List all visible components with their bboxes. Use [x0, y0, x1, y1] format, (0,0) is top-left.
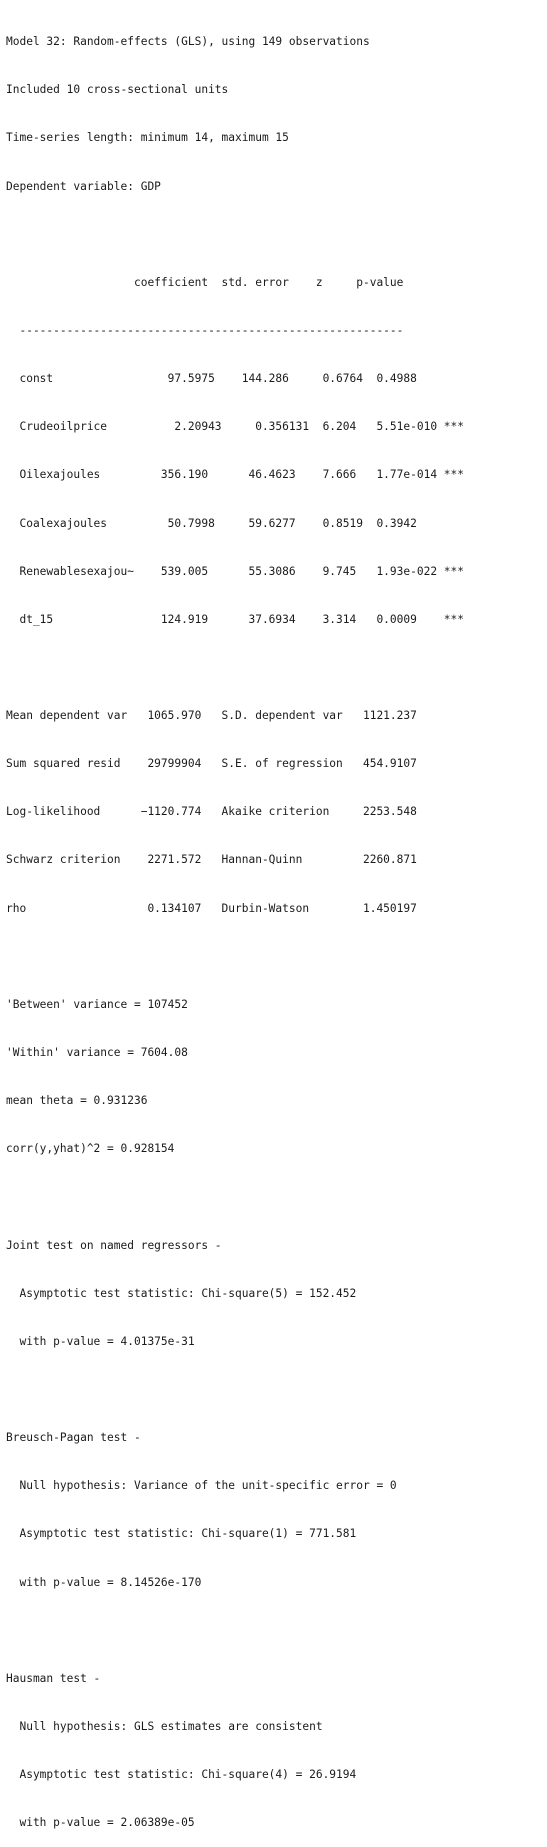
stats-row-schwarz: Schwarz criterion 2271.572 Hannan-Quinn 2260.871 [6, 853, 417, 867]
coef-row-coalexajoules: Coalexajoules 50.7998 59.6277 0.8519 0.3942 [6, 516, 417, 530]
blank-line [6, 1189, 464, 1205]
breusch-pagan-null: Null hypothesis: Variance of the unit-specific error = 0 [6, 1479, 397, 1493]
dependent-variable-line: Dependent variable: GDP [6, 179, 161, 193]
model-title-line: Model 32: Random-effects (GLS), using 149 observations [6, 35, 370, 49]
time-series-length-line: Time-series length: minimum 14, maximum 15 [6, 131, 289, 145]
between-variance-line: 'Between' variance = 107452 [6, 997, 188, 1011]
breusch-pagan-title: Breusch-Pagan test - [6, 1431, 141, 1445]
breusch-pagan-pvalue: with p-value = 8.14526e-170 [6, 1575, 202, 1589]
regression-output [6, 2, 464, 1847]
coef-row-renewables: Renewablesexajou~ 539.005 55.3086 9.745 1.93e-022 *** [6, 564, 465, 578]
corr-yhat-line: corr(y,yhat)^2 = 0.928154 [6, 1142, 175, 1156]
coef-table-header: coefficient std. error z p-value [6, 275, 404, 289]
blank-line [6, 227, 464, 243]
blank-line [6, 1382, 464, 1398]
stats-row-log-likelihood: Log-likelihood −1120.774 Akaike criterion 2253.548 [6, 805, 417, 819]
joint-test-pvalue: with p-value = 4.01375e-31 [6, 1334, 195, 1348]
coef-row-oilexajoules: Oilexajoules 356.190 46.4623 7.666 1.77e-014 *** [6, 468, 465, 482]
coef-row-dt15: dt_15 124.919 37.6934 3.314 0.0009 *** [6, 612, 465, 626]
stats-row-mean-dependent: Mean dependent var 1065.970 S.D. dependent var 1121.237 [6, 709, 417, 723]
joint-test-statistic: Asymptotic test statistic: Chi-square(5) = 152.452 [6, 1286, 357, 1300]
cross-sectional-units-line: Included 10 cross-sectional units [6, 83, 229, 97]
stats-row-rho: rho 0.134107 Durbin-Watson 1.450197 [6, 901, 417, 915]
coef-table-separator: --------------------------------------------------------- [6, 323, 404, 337]
blank-line [6, 660, 464, 676]
breusch-pagan-statistic: Asymptotic test statistic: Chi-square(1) = 771.581 [6, 1527, 357, 1541]
hausman-statistic: Asymptotic test statistic: Chi-square(4) = 26.9194 [6, 1768, 357, 1782]
coef-row-const: const 97.5975 144.286 0.6764 0.4988 [6, 372, 417, 386]
hausman-title: Hausman test - [6, 1671, 101, 1685]
blank-line [6, 949, 464, 965]
blank-line [6, 1623, 464, 1639]
within-variance-line: 'Within' variance = 7604.08 [6, 1046, 188, 1060]
stats-row-sum-squared: Sum squared resid 29799904 S.E. of regression 454.9107 [6, 757, 417, 771]
hausman-null: Null hypothesis: GLS estimates are consistent [6, 1720, 323, 1734]
mean-theta-line: mean theta = 0.931236 [6, 1094, 148, 1108]
hausman-pvalue: with p-value = 2.06389e-05 [6, 1816, 195, 1830]
coef-row-crudeoilprice: Crudeoilprice 2.20943 0.356131 6.204 5.51e-010 *** [6, 420, 465, 434]
joint-test-title: Joint test on named regressors - [6, 1238, 222, 1252]
